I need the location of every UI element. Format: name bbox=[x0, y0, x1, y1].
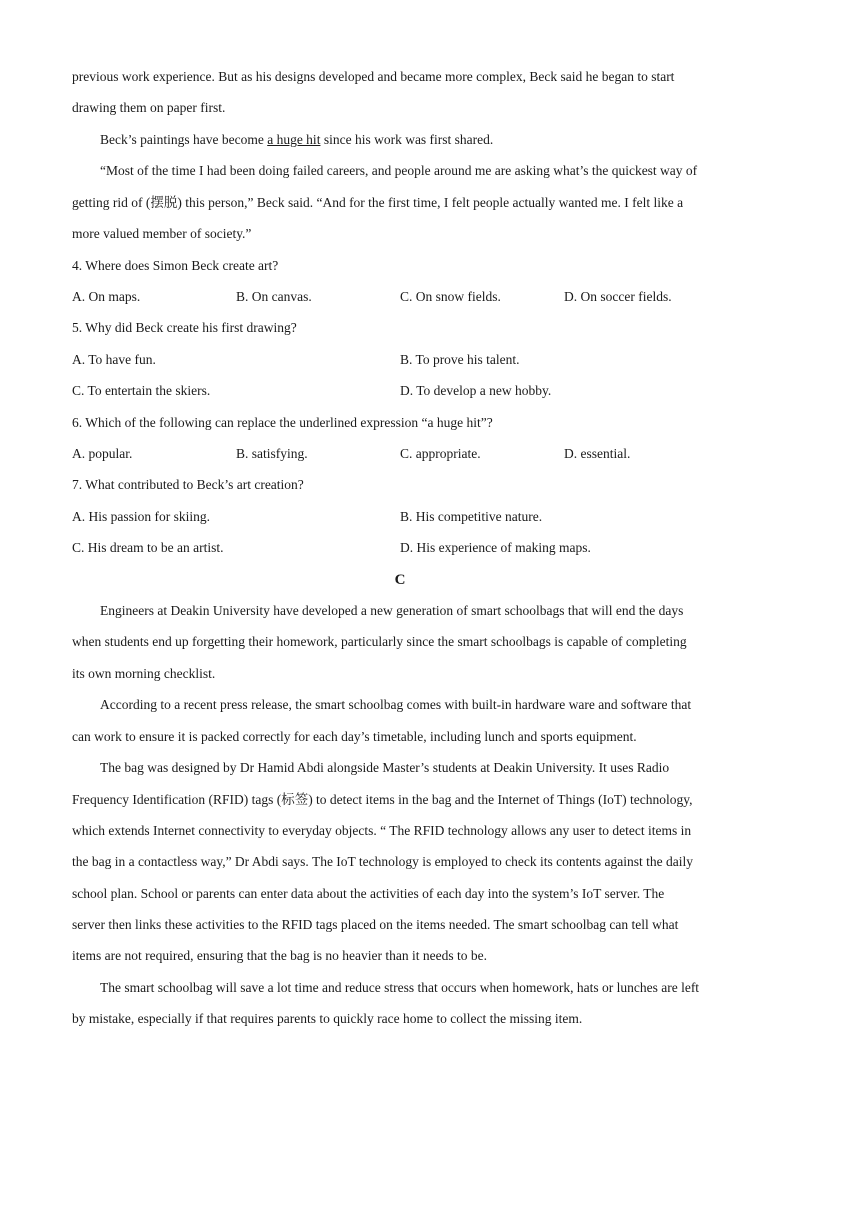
passage-line bbox=[100, 130, 762, 150]
passage-line: more valued member of society.” bbox=[72, 226, 252, 241]
question-stem: 5. Why did Beck create his first drawing? bbox=[72, 320, 297, 335]
passage-line: when students end up forgetting their homework, particularly since the smart schoolbags is capable of completing bbox=[72, 634, 687, 649]
passage-line: server then links these activities to the RFID tags placed on the items needed. The smart schoolbag can tell what bbox=[72, 917, 679, 932]
passage-line: by mistake, especially if that requires parents to quickly race home to collect the missing item. bbox=[72, 1011, 583, 1026]
option-a: A. On maps. bbox=[72, 289, 141, 304]
passage-line: previous work experience. But as his designs developed and became more complex, Beck said he began to start bbox=[72, 69, 675, 84]
option-b: B. His competitive nature. bbox=[400, 509, 543, 524]
option-c: C. On snow fields. bbox=[400, 289, 501, 304]
passage-line: which extends Internet connectivity to everyday objects. “ The RFID technology allows any user to detect items in bbox=[72, 823, 692, 838]
question-stem: 6. Which of the following can replace the underlined expression “a huge hit”? bbox=[72, 415, 493, 430]
option-a: A. To have fun. bbox=[72, 352, 156, 367]
option-d: D. His experience of making maps. bbox=[400, 540, 591, 555]
option-d: D. essential. bbox=[564, 446, 631, 461]
passage-line: The smart schoolbag will save a lot time and reduce stress that occurs when homework, hats or lunches are left bbox=[100, 980, 700, 995]
passage-line: its own morning checklist. bbox=[72, 666, 216, 681]
underlined-expression: a huge hit bbox=[267, 132, 321, 147]
passage-line: items are not required, ensuring that the bag is no heavier than it needs to be. bbox=[72, 948, 487, 963]
option-a: A. His passion for skiing. bbox=[72, 509, 210, 524]
question-stem: 4. Where does Simon Beck create art? bbox=[72, 258, 279, 273]
passage-line: drawing them on paper first. bbox=[72, 100, 226, 115]
passage-line: Frequency Identification (RFID) tags (标签) to detect items in the bag and the Internet of Things (IoT) technology, bbox=[72, 792, 693, 807]
text-span: since his work was first shared. bbox=[320, 132, 494, 147]
option-c: C. To entertain the skiers. bbox=[72, 383, 211, 398]
option-d: D. On soccer fields. bbox=[564, 289, 672, 304]
option-b: B. On canvas. bbox=[236, 289, 312, 304]
passage-line: school plan. School or parents can enter data about the activities of each day into the system’s IoT server. The bbox=[72, 886, 665, 901]
option-b: B. To prove his talent. bbox=[400, 352, 520, 367]
option-a: A. popular. bbox=[72, 446, 133, 461]
passage-line: “Most of the time I had been doing failed careers, and people around me are asking what’s the quickest way of bbox=[100, 163, 698, 178]
passage-line: The bag was designed by Dr Hamid Abdi alongside Master’s students at Deakin University. It uses Radio bbox=[100, 760, 670, 775]
passage-line: getting rid of (摆脱) this person,” Beck said. “And for the first time, I felt people actually wanted me. I felt like a bbox=[72, 195, 684, 210]
option-d: D. To develop a new hobby. bbox=[400, 383, 552, 398]
passage-line: the bag in a contactless way,” Dr Abdi says. The IoT technology is employed to check its contents against the daily bbox=[72, 854, 693, 869]
passage-line: Engineers at Deakin University have developed a new generation of smart schoolbags that will end the days bbox=[100, 603, 684, 618]
option-c: C. appropriate. bbox=[400, 446, 481, 461]
passage-line: can work to ensure it is packed correctly for each day’s timetable, including lunch and sports equipment. bbox=[72, 729, 637, 744]
option-b: B. satisfying. bbox=[236, 446, 308, 461]
option-c: C. His dream to be an artist. bbox=[72, 540, 224, 555]
section-heading: C bbox=[394, 572, 406, 588]
text-span: Beck’s paintings have become bbox=[100, 132, 268, 147]
question-stem: 7. What contributed to Beck’s art creation? bbox=[72, 477, 304, 492]
passage-line: According to a recent press release, the smart schoolbag comes with built-in hardware ware and software that bbox=[100, 697, 692, 712]
